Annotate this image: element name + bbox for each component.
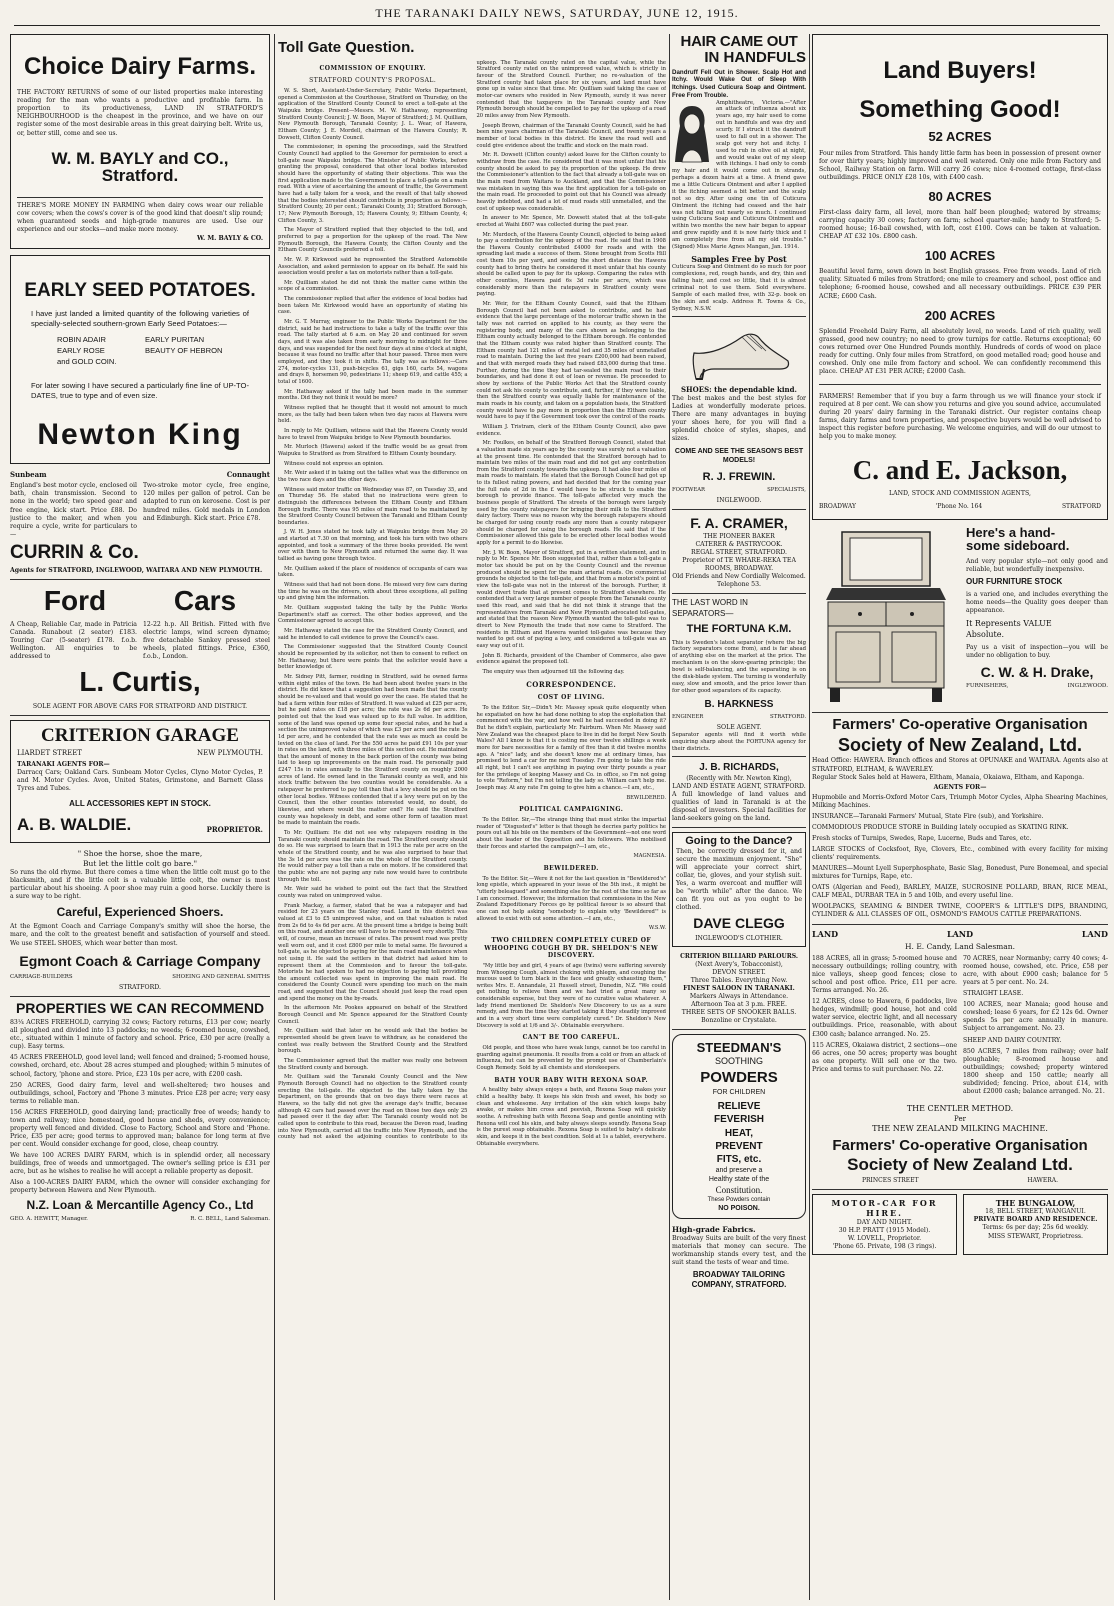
tollgate-paragraph: The Mayor of Stratford replied that they objected to the toll, and preferred to pay a proportion for the upkeep of the road. The New Plymouth Borough, the Hawera County, the Clifton County and the Eltham County Councils preferred a toll. <box>278 227 468 254</box>
coop-item: INSURANCE—Taranaki Farmers' Mutual, State Fire (sub), and Yorkshire. <box>812 812 1044 820</box>
coop2-title-1: Farmers' Co-operative Organisation <box>832 1137 1088 1155</box>
currin-agents: Agents for STRATFORD, INGLEWOOD, WAITARA AND NEW PLYMOUTH. <box>10 566 263 574</box>
woman-portrait-icon <box>672 102 712 164</box>
steedman-healthy: Healthy state of the <box>708 1176 770 1184</box>
shoe-body: So runs the old rhyme. But there comes a time when the little colt must go to the blacksmith, and if the little colt is a valuable little colt, the owner is most particular about his shoeing. A poor shoe may ruin a good horse. Luckily there is a sure way to be right. <box>10 868 270 900</box>
steedman-contain: These Powders contain <box>707 1196 771 1203</box>
centler-per: Per <box>954 1114 966 1123</box>
bungalow-title: THE BUNGALOW, <box>995 1197 1076 1208</box>
potatoes-intro: I have just landed a limited quantity of the following varieties of specially-selected southern-grown Early Seed Potatoes:— <box>31 308 249 328</box>
samples-heading: Samples Free by Post <box>691 253 787 264</box>
properties-title: PROPERTIES WE CAN RECOMMEND <box>15 1000 265 1017</box>
variety-1: ROBIN ADAIR <box>57 334 106 344</box>
billiard-tea: Afternoon Tea at 3 p.m. FREE. <box>691 1001 787 1009</box>
potatoes-later: For later sowing I have secured a particularly fine line of UP-TO-DATES, true to type and of even size. <box>31 380 249 400</box>
garage-accessories: ALL ACCESSORIES KEPT IN STOCK. <box>69 799 211 809</box>
property-4: 156 ACRES FREEHOLD, good dairying land; practically free of weeds; handy to town and railway; nice homestead, good house and sheds, every convenience; property well fenced and divided. Close to Factory, School and Store and 'Phone. Price, £35 per acre; good terms to approved man; balance for long term at five per cent. Would consider exchange for good, close, cheap country. <box>10 1108 270 1148</box>
steedman-soothing: SOOTHING <box>714 1056 763 1067</box>
pay-visit-text: Pay us a visit of inspection—you will be under no obligation to buy. <box>966 644 1108 660</box>
bewildered-letter: To the Editor. Sir,—Were it not for the last question in "Bewildered's" long epistle, which appeared in your issue of the 5th inst., it might be "utterly beleagued" and something else for the rest of the time so far as I am concerned. However, the information that commissions in the New Zealand Expeditionary Forces go by political favour is so absurd that one can not help asking "somebody to explain why 'Bewildered'" is allowed to exist with out some attention.—I am, etc., <box>476 875 666 922</box>
bewildered-sign: W.S.W. <box>648 925 666 932</box>
tollgate-paragraph: The Commissioner suggested that the Stratford County Council should be represented by its solicitor, not then to consent to reflect on Mr. Hathaway, but there were points that the solicitor would have a better knowledge of. <box>278 644 468 671</box>
sideboard-body: And very popular style—not only good and reliable, but wonderfully inexpensive. <box>966 558 1108 574</box>
property-5: We have 100 ACRES DAIRY FARM, which is in splendid order, all necessary buildings, free of weeds and unmortgaged. The owner's selling price is £31 per acre, but as he wishes to realise he will accept a reliable property as deposit. <box>10 1152 270 1176</box>
sideboard-icon <box>812 526 960 708</box>
cramer-proprietor: Proprietor of TE WHARE-REKA TEA ROOMS, BROADWAY. <box>682 556 796 572</box>
coop-title-1: Farmers' Co-operative Organisation <box>832 715 1088 733</box>
land-buyers-ad <box>812 34 1108 520</box>
shoes-come: COME AND SEE THE SEASON'S BEST MODELS! <box>674 448 804 465</box>
coop-stock-sales: Regular Stock Sales held at Hawera, Eltham, Manaia, Okaiawa, Eltham, and Kaponga. <box>812 773 1085 781</box>
tollgate-paragraph: Mr. Quilliam said that later on he would ask that the bodies be represented should be given leave to withdraw, as he considered the contest was really between the Stratford County and the Stratford borough. <box>278 1028 468 1055</box>
land-item: STRAIGHT LEASE. <box>963 990 1024 998</box>
frewin-footwear: FOOTWEAR <box>672 487 706 494</box>
candy-salesman: H. E. Candy, Land Salesman. <box>905 942 1015 952</box>
cuticura-ad <box>672 34 806 312</box>
motor-owner: W. LOVELL, Proprietor. <box>847 1235 922 1242</box>
steedmans-ad <box>672 1034 806 1218</box>
clegg-ad <box>672 832 806 947</box>
masthead: THE TARANAKI DAILY NEWS, SATURDAY, JUNE 12, 1915. <box>0 0 1114 28</box>
billiard-markers: Markers Always in Attendance. <box>689 992 789 1000</box>
garage-town: NEW PLYMOUTH. <box>197 748 263 757</box>
jackson-phone: 'Phone No. 164 <box>935 502 983 510</box>
steedman-no-poison: NO POISON. <box>718 1205 760 1213</box>
land-heading-2: LAND <box>946 928 974 939</box>
careful-text: Old people, and those who have weak lungs, cannot be too careful in guarding against pneumonia. It results from a cold or from an attack of influenza, but can be prevented by the prompt use of Chamberlain's Cough Remedy. Sold by all chemists and storekeepers. <box>476 1045 666 1072</box>
property-1: 83¼ ACRES FREEHOLD, carrying 32 cows; Factory returns, £13 per cow; nearly all ploughed and divided into 13 paddocks; no weeds; 6-roomed house, cowshed, etc., situated within 1 minute of factory and school. Price, £30 per acre (really a cup). Easy terms. <box>10 1019 270 1051</box>
political-letter: To the Editor. Sir,—The strange thing that must strike the impartial reader of "Disgusted's" letter is that though he decries party politics he pours out all his bile on the members of the Government—not one word about the leader of the Opposition and his followers. Who mobilised their forces and started the campaign?—I am, etc., <box>476 816 666 850</box>
bottom-ads <box>812 1194 1108 1255</box>
column-advertisements-middle <box>672 34 806 1600</box>
political-sign: MAGNESIA. <box>633 853 666 860</box>
frewin-name: R. J. FREWIN. <box>702 470 776 483</box>
curtis-sole-agent: SOLE AGENT FOR ABOVE CARS FOR STRATFORD AND DISTRICT. <box>32 702 248 710</box>
tollgate-paragraph: Mr. Quilliam asked if the place of residence of occupants of cars was taken. <box>278 565 468 579</box>
coop-item: WOOLPACKS, SEAMING & BINDER TWINE, COOPER'S & LITTLE'S DIPS, BRANDING, CYLINDER & ALL CLASSES OF OIL, OSMOND'S FAMOUS CATTLE PREPARATIONS. <box>812 903 1108 919</box>
dairy-firm-name: W. M. BAYLY and CO., Stratford. <box>51 148 229 186</box>
rhyme-line-1: " Shoe the horse, shoe the mare, <box>77 848 203 858</box>
tollgate-paragraph: The commissioner, in opening the proceedings, said the Stratford County Council had applied to the Governor for permission to erect a toll-gate near Waipuku bridge. The Minister of Public Works, before granting the proposal, considered that other local bodies interested should have the opportunity of stating their objections. This was the first application made to the Government to place a toll-gate on a main road. With a view of ascertaining the amount of traffic, the Government have had a tally taken for a week, and the result of that tally showed that the bodies interested should contribute in proportion as follows:—Stratford County, 20 per cent.; Taranaki County, 31; Stratford Borough, 17; New Plymouth Borough, 15; Hawera County, 9; Eltham County, 4; Clifton County, 3. <box>278 144 468 224</box>
bungalow-proprietress: MISS STEWART, Proprietress. <box>987 1232 1084 1240</box>
harkness-engineer: ENGINEER <box>672 713 704 720</box>
land-item: SHEEP AND DAIRY COUNTRY. <box>963 1036 1062 1044</box>
tollgate-subhead: COMMISSION OF ENQUIRY. <box>319 64 427 72</box>
coop-item: Fresh stocks of Turnips, Swedes, Rape, Lucerne, Buds and Tares, etc. <box>812 834 1032 842</box>
billiard-ad <box>672 953 806 1025</box>
tollgate-paragraph: Frank Mackay, a farmer, stated that he was a ratepayer and had resided for 23 years on the Stanley road. Land in this district was valued at £3 to £5 unimproved value, and on that valuation is rated from 2s 6d to 4s 6d per acre. At the present time a bridge is being built on this road, and another one will have to be renewed very shortly. This will, of course, mean an increase of rates. The present road was pretty well worn out, and it cost £800 per mile to metal same. He favoured a toll-gate, as he objected to paying for the main road maintenance when not using it. He said the settlers in that district had asked him to represent them at the Commission and to favour the toll-gate. Motorists he had spoken to had no objection to paying toll providing the amount collected was spent in improving the main road. He considered the County Council were spending too much on the main road, and suggested that the Council should just keep the road open and spend the money on the by-roads. <box>278 902 468 1002</box>
motor-phone: 'Phone 65. Private, 198 (3 rings). <box>832 1243 937 1251</box>
coop-item: MANURES—Mount Lyell Superphosphate, Basic Slag, Bonedust, Pure Bonemeal, and special mixtures for Turnips, Rape, etc. <box>812 865 1108 881</box>
rexona-heading: BATH YOUR BABY WITH REXONA SOAP. <box>494 1076 649 1084</box>
coop-agents: AGENTS FOR— <box>933 783 987 791</box>
tollgate-paragraph: Witness replied that he thought that it would not amount to much more, as the tally had been taken when two day races at Hawera were held. <box>278 404 468 425</box>
tollgate-paragraph: J. W. H. Jones stated he took tally at Waipuku bridge from May 20 and started at 7.30 on that morning, and took his turn with two others appointed, and took a summary of the three books provided. He went over with them to New Plymouth and returned the same day. It was tallied as having gone through twice. <box>278 529 468 563</box>
variety-4: BEAUTY OF HEBRON <box>145 345 223 355</box>
billiard-bonzoline: Bonzoline or Crystalate. <box>701 1017 777 1025</box>
property-3: 250 ACRES, Good dairy farm, level and well-sheltered; two houses and outbuildings, school, Factory and 'Phone 3 minutes. Price £28 per acre; very easy terms to reliable man. <box>10 1081 270 1105</box>
whooping-heading: TWO CHILDREN COMPLETELY CURED OF WHOOPING COUGH BY DR. SHELDON'S NEW DISCOVERY. <box>484 936 659 960</box>
column-advertisements-right <box>812 34 1108 1600</box>
sideboard-title-2: some sideboard. <box>966 538 1070 554</box>
acres-80-heading: 80 ACRES <box>928 188 992 204</box>
potatoes-title: EARLY SEED POTATOES. <box>24 279 256 301</box>
land-list-right <box>963 955 1108 1099</box>
steedman-heat: HEAT, <box>724 1127 754 1139</box>
cramer-name: F. A. CRAMER, <box>690 515 788 532</box>
richards-ad <box>672 761 806 823</box>
variety-5: and GOLD COIN. <box>57 356 117 366</box>
billiard-title: CRITERION BILLIARD PARLOURS. <box>680 952 798 960</box>
motor-cycles-ad <box>10 470 270 575</box>
acres-200-heading: 200 ACRES <box>924 307 996 323</box>
farmers-note: FARMERS! Remember that if you buy a farm through us we will finance your stock if required at 8 per cent. We can show you returns and give you sound advice, accumulated during 20 years' dairy farming in the Taranaki district. Our register contains cheap farms, dairy farms and town properties, and prospective buyers would be well advised to inspect this register before purchasing. We welcome enquiries, and will do our utmost to help you to make money. <box>819 393 1101 441</box>
cost-of-living-letter: To the Editor. Sir,—Didn't Mr. Massey speak quite eloquently when he expatiated on how he had done nothing to stop the exploitation that commenced with the war, and how well he had succeeded in doing it? But he didn't explain, particularly Mr. Fairburn. When Mr. Massey said New Zealand was the cheapest place to live in did he forget New South Wales? All I know is that it is costing me over twelve shillings a week more for bare necessities for a family of five than it did twelve months ago. A "nice" lady, and she doesn't know me at ordinary times, has promised to lend a car for me next Tuesday. I'm going to take the ride all right, but I can't see anything in paying over thirty pounds a year for the privilege of keeping Massey and Co. in office, so I'm not going to vote "Reform," but I'm not telling the lady so. William can't help me. Joseph may. At any rate I'm going to give him a chance.—I am, etc., <box>476 705 666 791</box>
rexona-text: A healthy baby always enjoys a bath, and Rexona Soap makes your child a healthy baby. It keeps his skin fresh and sweet, his body so clean and wholesome. Any irritation of the skin which keeps baby awake, or makes him cross and peevish, Rexona Soap will quickly soothe. A refreshing bath with Rexona Soap and gentle anointing with Rexona will cool his skin, and baby always sleeps soundly. Rexona Soap is the purest soap obtainable. Rexona Soap is suited to baby's delicate skin, and keeps it in the best condition. Sold at 1s a tablet, everywhere. Obtainable everywhere. <box>476 1087 666 1147</box>
fortuna-name: THE FORTUNA K.M. <box>686 623 792 636</box>
land-heading-1: LAND <box>812 928 839 939</box>
bungalow-private: PRIVATE BOARD AND RESIDENCE. <box>973 1216 1098 1224</box>
sunbeam-heading: Sunbeam <box>10 470 47 480</box>
waldie-name: A. B. WALDIE. <box>17 814 132 834</box>
column-news <box>278 34 666 1600</box>
steedman-fits: FITS, etc. <box>716 1154 762 1166</box>
tollgate-paragraph: Mr. Sidney Pitt, farmer, residing in Stratford, said he owned farms within eight miles of the town. He had been about twelve years in the district. He did know that a suggestion had been made that the county should be re-valued and that would go over the case. He stated that he had a farm within four miles of Stratford. It was valued at £25 per acre, but he paid rates on £18 per acre; the rate was 2s 6d per acre. He pointed out that the load was valued up to its full value. In addition, some of the land was opened up some four special rates, and he had a section the unimproved value of which was £3 per acre and the rate 3s 1d per acre, and he contended that the rate was as much as could be levied on the class of land. For the 550 acres he paid £91 10s per year in rates on the land, with three miles of this section out. He maintained that the amount of money in the back portion of the county was being laid to keep up improvements on the main road. He personally paid £247 15s in rates annually to the Stratford county on roughly 2000 acres of land. He owned land in the Taranaki county as well, and his stock traffic between the two counties would be considerable. As a ratepayer he preferred to pay toll than that a levy should be put on the other local bodies. Witness contended that if a levy were put on by the Council, then the other counties interested would, no doubt, do likewise, and where would the matter end? He said the Stratford county was hopelessly in debt, and some other form of taxation must be made to maintain the roads. <box>278 673 468 827</box>
tollgate-paragraph: The Commissioner agreed that the matter was really one between the Stratford county and borough. <box>278 1058 468 1071</box>
land-heading-3: LAND <box>1081 928 1108 939</box>
land-list-left <box>812 955 957 1099</box>
clegg-sub: INGLEWOOD'S CLOTHIER. <box>695 934 783 942</box>
land-item: 115 ACRES, Okaiawa district, 2 sections—one 66 acres, one 50 acres; property was bought as one property. Will sell one or the two. Price and terms to suit purchaser. No. 22. <box>812 1041 957 1073</box>
political-heading: POLITICAL CAMPAIGNING. <box>519 806 624 814</box>
potato-varieties <box>17 329 263 373</box>
column-advertisements-left <box>10 34 270 1600</box>
tollgate-paragraph: Mr. Hathaway asked if the tally had been made in the summer months. Did they not think it would be more? <box>278 388 468 402</box>
tollgate-paragraph: Joseph Brown, chairman of the Taranaki County Council, said he had been nine years chairman of the Taranaki Council, and twenty years a member of local bodies in this district. He knew the road well and could give evidence about the traffic and stock on the main road. <box>476 122 666 149</box>
correspondence-heading: CORRESPONDENCE. <box>526 679 617 689</box>
dairy-farms-title: Choice Dairy Farms. <box>23 53 257 80</box>
garage-title: CRITERION GARAGE <box>41 724 239 746</box>
egmont-smiths: SHOEING AND GENERAL SMITHS <box>172 974 270 981</box>
fortuna-last-word: THE LAST WORD IN <box>672 597 748 607</box>
coop2-town: HAWERA. <box>1027 1176 1058 1184</box>
richards-body: A full knowledge of land values and qualities of land in Taranaki is at the disposal of investors. Special facilities for land-seekers going on the land. <box>672 790 806 822</box>
dance-title: Going to the Dance? <box>685 835 793 847</box>
steedman-children: FOR CHILDREN <box>712 1089 766 1097</box>
criterion-garage-ad <box>10 720 270 843</box>
shoes-body: The best makes and the best styles for Ladies at wonderfully moderate prices. There are many advantages in buying your shoes here, for you will find a splendid choice of styles, shapes, and sizes. <box>672 394 806 442</box>
fabrics-title: High-grade Fabrics. <box>672 1224 756 1234</box>
fortuna-body: This is Sweden's latest separator (where the big factory separators come from), and is far ahead of anything else on the market at the price. The mechanism is on the skew-gearing principle; the bowl is self-balancing, and the separating is on the disk-blade system. The turning is wonderfully easy, slow and smooth, and the price lower than for other good separators of its capacity. <box>672 639 806 694</box>
tollgate-headline: Toll Gate Question. <box>278 39 415 56</box>
ford-right-text: 12-22 h.p. All British. Fitted with five electric lamps, wind screen dynamo; five detachable Sankey pressed steel wheels, plated fittings. Price, £360, f.o.b., London. <box>143 621 270 661</box>
billiard-sub-1: (Next Avery's, Tobacconist), <box>695 960 783 968</box>
billiard-sub-2: DEVON STREET. <box>712 968 766 976</box>
dairy-farms-ad <box>10 34 270 249</box>
motor-hire-title: MOTOR-CAR FOR HIRE. <box>831 1197 938 1219</box>
acres-200-text: Splendid Freehold Dairy Farm, all absolutely level, no weeds. Land of rich quality, well grassed, good new country; no need to grow turnips for cattle. Returns exceptional; 60 cows returned over One Hundred Pounds monthly. Hundreds of cords of wood on place ready for cutting. Only four miles from Stratford, on good metalled road; good house and cowshed. Only one mile from factory and school. We can confidently recommend this place. CHEAP AT £31 PER ACRE; £2000 Cash. <box>819 327 1101 376</box>
egmont-town: STRATFORD. <box>118 984 161 992</box>
tollgate-subhead-2: STRATFORD COUNTY'S PROPOSAL. <box>309 77 437 85</box>
coop-title-2: Society of New Zealand, Ltd. <box>837 734 1083 755</box>
garage-street: LIARDET STREET <box>17 748 82 757</box>
sideboard-title-1: Here's a hand- <box>966 524 1056 540</box>
land-list-ad <box>812 929 1108 1185</box>
garage-agents-heading: TARANAKI AGENTS FOR— <box>17 761 110 769</box>
cramer-address: REGAL STREET, STRATFORD. <box>691 548 787 556</box>
dairy-footer-text: THERE'S MORE MONEY IN FARMING when dairy cows wear our reliable cow covers; when the cows's cover is of the good kind that doesn't slip round; when guaranteed seeds and high-grade manures are used. Use our experience and our stocks—and make more money. <box>17 202 263 234</box>
billiard-snooker: THREE SETS OF SNOOKER BALLS. <box>681 1009 797 1017</box>
property-2: 45 ACRES FREEHOLD, good level land; well fenced and drained; 5-roomed house, cowshed, orchard, etc. About 28 acres stumped and ploughed; within 5 minutes of school, factory, 'phone and store. Price, £23 10s per acre, with £200 cash. <box>10 1054 270 1078</box>
variety-3: EARLY ROSE <box>57 345 105 355</box>
tollgate-paragraph: In reply to Mr. Quilliam, witness said that the Hawera County would have to travel from Waipuku bridge to New Plymouth boundaries. <box>278 427 468 441</box>
acres-100-text: Beautiful level farm, sown down in best English grasses. Free from weeds. Land of rich quality. Situated 6 miles from Stratford; one mile to creamery and school, post office and telephone; 6-roomed house, cowshed and all necessary outbuildings. PRICE £39 PER ACRE; £600 Cash. <box>819 268 1101 300</box>
cramer-friends: Old Friends and New Cordially Welcomed. <box>672 572 806 580</box>
tollgate-paragraph: In the afternoon Mr. Pookes appeared on behalf of the Stratford Borough Council and Mr. Spence appeared for the Stratford County Council. <box>278 1005 468 1025</box>
motor-day: DAY AND NIGHT. <box>856 1218 913 1226</box>
hair-body: Amphitheatre, Victoria.—"After an attack of influenza about six years ago, my hair used to come out in handfuls and was dry and scurfy. If I struck it the dandruff used to fall out in a shower. The scalp got very hot and itchy. I used to rub in olive oil at night, and would wake out of my sleep with itchings. I had only to comb my hair and it would come out in strands, perhaps a dozen hairs at a time. A friend gave me a little Cuticura Ointment and after I applied it the itching seemed a bit better and the scalp not so dry. After using one tin of Cuticura Ointment the itching had ceased and the hair was not falling out nearly so much. I continued using Cuticura Soap and Cuticura Ointment and within two months the new hair began to appear and grew rapidly and it is now fairly thick and I am completely free from all my old trouble." (Signed) Miss Marie Agnes Mangan, Jan. 1914. <box>672 99 806 250</box>
rhyme-line-2: But let the little colt go bare." <box>82 858 198 868</box>
steedman-title: STEEDMAN'S <box>696 1040 782 1056</box>
seed-potatoes-ad <box>10 255 270 465</box>
tollgate-paragraph: Mr. Quilliam suggested taking the tally by the Public Works Department's staff as correct. The other bodies approved, and the Commissioner agreed to accept this. <box>278 605 468 625</box>
frewin-specialists: SPECIALISTS, <box>767 487 806 494</box>
curtis-name: L. Curtis, <box>79 666 201 698</box>
acres-52-text: Four miles from Stratford. This handy little farm has been in possession of present owner for over thirty years; highly improved and well watered. Only one mile from Factory and School, Railway Station on farm. Will carry 26 cows; nice 4-roomed cottage, first-class outbuildings. PRICE ONLY £28 10s, with £400 cash. <box>819 149 1101 181</box>
acres-52-heading: 52 ACRES <box>928 129 992 145</box>
bungalow-address: 18, BELL STREET, WANGANUI. <box>985 1208 1086 1216</box>
motor-hp: 30 H.P. PRATT (1915 Model). <box>838 1226 931 1234</box>
tollgate-paragraph: Mr. W. P. Kirkwood said he represented the Stratford Automobile Association, and asked permission to appear on its behalf. He said his association would prefer a tax on motorists rather than a toll-gate. <box>278 256 468 277</box>
billiard-tables: Three Tables. Everything New. <box>690 976 788 984</box>
tollgate-paragraph: Mr. G. T. Murray, engineer to the Public Works Department for the district, said he had instructions to take a tally of the traffic over this road. The tally started at 6 a.m. on May 20 and continued for seven days, and it was also taken from early morning to midnight for three days, and was suspended for the next four days at nine o'clock at night, because it was found no traffic after that hour passed. Three men were employed, and they took it in shifts. The tally was as follows:—Cars 274, motor-cycles 131, push-bicycles 61, gigs 160, carts 54, wagons and drays 8, horsemen 90, pedestrians 11; sheep 619, and cattle 455; a total of 1600. <box>278 319 468 385</box>
connaught-heading: Connaught <box>226 470 270 480</box>
steedman-preserve: and preserve a <box>715 1167 763 1175</box>
cost-of-living-sign: BEWILDERED. <box>626 794 666 801</box>
tollgate-paragraph: The commissioner replied that after the evidence of local bodies had been taken Mr. Kirkwood would have an opportunity of stating his case. <box>278 296 468 316</box>
hair-title-2: IN HANDFULS <box>704 48 806 66</box>
currin-name: CURRIN & Co. <box>10 541 139 563</box>
variety-2: EARLY PURITAN <box>145 334 205 344</box>
clegg-name: DAVE CLEGG <box>693 915 785 932</box>
hair-subtitle: Dandruff Fell Out in Shower. Scalp Hot and Itchy. Would Wake Out of Sleep With Itchings. Used Cuticura Soap and Ointment. Free From Trouble. <box>672 68 806 99</box>
something-good-title: Something Good! <box>859 96 1061 124</box>
acres-80-text: First-class dairy farm, all level, more than half been ploughed; watered by streams; carrying capacity 30 cows; factory on farm; school quarter-mile; handy to Stratford; 5-roomed house; 16-bail cowshed, with loft, cost £100. Cows can be taken at valuation. CHEAP AT £32 10s. £800 cash. <box>819 208 1101 241</box>
tollgate-paragraph: In answer to Mr. Spence, Mr. Dowsett stated that at the toll-gate erected at Waihi £607 was collected during the past year. <box>476 215 666 228</box>
tollgate-paragraph: To Mr. Quilliam: He did not see why ratepayers residing in the Taranaki county should maintain the road. The Stratford county should do so. He was surprised to learn that in 1913 the rate per acre on the whole of the Stratford county, and he was also surprised to hear that the 3s 1d per acre was the rate on the whole of the Stratford county. He would rather pay a toll than a rate on motors. If he considered that the public who are not paying any rate now would have to contribute through the toll. <box>278 830 468 883</box>
drake-name: C. W. & H. Drake, <box>980 664 1094 681</box>
harkness-town: STRATFORD. <box>770 713 806 720</box>
harkness-sole-agent: SOLE AGENT. <box>716 723 762 731</box>
coop-item: LARGE STOCKS of Cocksfoot, Rye, Clovers, Etc., combined with every facility for mixing clients' requirements. <box>812 846 1108 862</box>
shoers-text: At the Egmont Coach and Carriage Company's smithy will shoe the horse, the mare, and the colt to the greatest benefit and satisfaction of yourself and steed. We use STEEL SHOES, which wear better than most. <box>10 923 270 947</box>
whooping-text: "My little boy and girl, 4 years of age (twins) were suffering severely from Whooping Cough, almost choking with phlegm, and coughing the mucous used to turn black in the face and greatly exhausting them," writes Mrs. E. Annandale, 21 Russell street, Dunedin, N.Z. "We could get nothing to relieve them and we had tried a great many so considerable expense, but they were of no curative value whatever. A lady friend mentioned Dr. Sheldon's New Discovery to us as a sure remedy, and from the time they started taking it they steadily improved and in a very short time were completely cured." Dr. Sheldon's New Discovery is sold at 1/6 and 3/-. Obtainable everywhere. <box>476 962 666 1029</box>
tollgate-paragraph: Mr. Foulkes, on behalf of the Stratford Borough Council, stated that a valuation made six years ago by the county was surely not a valuation at the present time. He contended that the Stratford borough had to maintain two miles of the main road and did not get any contribution from the Stratford county towards the upkeep. It had also four miles of main roads to maintain. He stated that the Borough Council had got up to its fullest rating powers, and had decided that for the coming year the full rate of 2d in the £ would have to be struck to enable the borough to provide finance. The toll-gate affected very much the business people of Stratford. The streets of the borough were largely used by the county ratepayers for bringing their milk to the Stratford dairy factory. There was no reason why the borough ratepayers should be charged for using county roads any more than a county ratepayer should be charged for using the borough roads. He said that if the Commissioner allowed this gate to be erected other local bodies would apply for a permit to do likewise. <box>476 440 666 547</box>
tollgate-paragraph: Mr. Quilliam stated he did not think the matter came within the scope of a commission. <box>278 279 468 293</box>
cramer-ad <box>672 514 806 589</box>
property-6: Also a 100-ACRES DAIRY FARM, which the owner will consider exchanging for property between Hawera and New Plymouth. <box>10 1179 270 1195</box>
tollgate-paragraph: William J. Tristram, clerk of the Eltham County Council, also gave evidence. <box>476 423 666 437</box>
nz-loan-name: N.Z. Loan & Mercantille Agency Co., Ltd <box>26 1198 254 1213</box>
egmont-carriage: CARRIAGE-BUILDERS <box>10 974 73 981</box>
tollgate-paragraph: Mr. Weir asked if in taking out the tallies what was the difference on the two race days and the other days. <box>278 470 468 483</box>
dairy-signature: W. M. BAYLY & CO. <box>197 234 263 242</box>
nz-loan-manager: GEO. A. HEWITT, Manager. <box>10 1215 88 1222</box>
coop-item: OATS (Algerian and Feed), BARLEY, MAIZE, SUCROSINE POLLARD, BRAN, RICE MEAL, CALF MEAL, DURBAR TEA in 5 and 10lb, and every useful line. <box>812 884 1108 900</box>
tollgate-article <box>278 60 666 1148</box>
connaught-text: Two-stroke motor cycle, free engine, 120 miles per gallon of petrol. Can be adapted to run on kerosene. Cost is per hundred miles. Gold medals in London and Edinburgh. Kick start. Price £78. <box>143 482 270 522</box>
fortuna-separators: SEPARATORS— <box>672 608 734 618</box>
cars-word: Cars <box>173 584 237 616</box>
careful-heading: CAN'T BE TOO CAREFUL. <box>522 1034 620 1042</box>
tollgate-paragraph: Mr. Murdoch, of the Hawera County Council, objected to being asked to pay a contribution for the upkeep of the road. He said that in 1908 the Hawera County contributed £4000 for roads and with the spreading last made a success of them. Stone brought from Scotts Hill cost them 10s per yard, and seeing the short distance the Hawera county had to bring theirs he considered it most unfair that his county should be called upon to pay for its upkeep. Comparing the rates with other counties, Hawera paid 6s 3d rate per acre, which was considerably more than the ratepayers in Stratford county were paying. <box>476 231 666 298</box>
billiard-finest: FINEST SALOON IN TARANAKI. <box>683 984 795 992</box>
tollgate-paragraph: Mr. Murloch (Hawera) asked if the traffic would be as great from Waipuku to Stratford as from Stratford to Eltham County boundary. <box>278 444 468 457</box>
acres-100-heading: 100 ACRES <box>924 248 996 264</box>
garage-body: Darracq Cars; Oakland Cars. Sunbeam Motor Cycles, Clyno Motor Cycles, P. and M. Motor Cycles. Avon, United States, Grimstone, and Barnett Glass Tyres and Tubes. <box>17 769 263 793</box>
furniture-stock-text: is a varied one, and includes everything the home needs—the Quality goes deeper than appearance. <box>966 590 1108 614</box>
steedman-powders: POWDERS <box>700 1069 778 1087</box>
motor-hire-ad <box>812 1194 957 1255</box>
land-item: 850 ACRES, 7 miles from railway; over half ploughable; 8-roomed house and outbuildings; cowshed; property wintered 1800 sheep and 150 cattle; nearly all subdivided; fencing. Price, about £14, with about £2000 cash; balance arranged. No. 21. <box>963 1047 1108 1095</box>
coop-items-list <box>812 794 1108 920</box>
egmont-name: Egmont Coach & Carriage Company <box>19 952 261 969</box>
fortuna-footer: Separator agents will find it worth while enquiring sharp about the FORTUNA agency for their districts. <box>672 731 806 752</box>
farmers-coop-ad <box>812 717 1108 920</box>
sunbeam-text: England's best motor cycle, enclosed oil bath, chain transmission. Second to none in the world; two speed gear and free engine, kick start. Price £88. Do justice to the maker, and when you require a cycle, write for particulars to— <box>10 482 137 538</box>
cramer-telephone: Telephone 53. <box>716 580 762 588</box>
properties-ad <box>10 1001 270 1223</box>
centler-method: THE CENTLER METHOD. <box>906 1103 1014 1113</box>
coop-head-office: Head Office: HAWERA. Branch offices and Stores at OPUNAKE and WAITARA. Agents also at STRATFORD, ELTHAM, & WAVERLEY. <box>812 757 1108 773</box>
land-item: 12 ACRES, close to Hawera, 6 paddocks, live hedges, windmill; good house, hot and cold water service, electric light, and all necessary outbuildings. Price, reasonable, with about £300 cash; balance arranged. No. 25. <box>812 998 957 1038</box>
tollgate-paragraph: Mr. Quilliam said the Taranaki County Council and the New Plymouth Borough Council had no objection to the Stratford county erecting the toll-gate. He objected to the tally taken by the Department, on the grounds that on two days there were races at Hawera, so the tally did not give the average day's traffic, because although 42 cars had passed over the road on those two days only 25 had passed over it the day after. The Taranaki county would not be called upon to contribute to this road, because the Devon road, leading into New Plymouth, carried all the traffic into New Plymouth, and the county had not asked the adjoining counties to contribute to its upkeep. The Taranaki county rated on the capital value, while the Stratford county rated on the unimproved value, which is strictly in favour of the Stratford Council. Further, no re-valuation of the Stratford county had taken place for six years, and land must have gone up in value since that time. Mr. Quilliam said taking the case of motor-car owners who resided in New Plymouth, surely it was never contended that the taxpayers in the Taranaki county and New Plymouth borough should be compelled to pay for the upkeep of a road 20 miles away from New Plymouth. <box>278 59 666 1141</box>
shoers-title: Careful, Experienced Shoers. <box>56 904 224 919</box>
steedman-relieve: RELIEVE <box>717 1101 761 1113</box>
tollgate-paragraph: Mr. R. Dowsett (Clifton county) asked leave for the Clifton county to withdraw from the case. He considered that it was most unfair that his county should be asked to pay its proportion of the upkeep. He drew the Commissioner's attention to the fact that already a toll-gate was on the main road from Waitara to Auckland, and that the Commissioner was mistaken in saying this was the first application for a toll-gate on the main road. He proceeded to point out that his Council was already heavily indebted, and had a lot of mud roads still unmetalled, and the cost of upkeep was considerable. <box>476 152 666 212</box>
richards-sub-1: (Recently with Mr. Newton King), <box>686 774 792 782</box>
waldie-proprietor: PROPRIETOR. <box>206 824 263 834</box>
shoeing-ad <box>10 849 270 993</box>
land-item: 100 ACRES, near Manaia; good house and cowshed; lease 6 years, for £2 12s 6d. Owner spends 5s per acre annually in manure. Subject to arrangement. No. 23. <box>963 1001 1108 1033</box>
bungalow-terms: Terms: 6s per day; 25s 6d weekly. <box>982 1224 1089 1232</box>
sideboard-ad <box>812 526 1108 708</box>
jackson-sub: LAND, STOCK AND COMMISSION AGENTS, <box>889 489 1031 497</box>
tollgate-paragraph: Witness said motor traffic on Wednesday was 87, on Tuesday 35, and on Thursday 56. He stated that no instructions were given to distinguish the differences between the Eltham County and Eltham Borough traffic. There was 95 miles of main road to be maintained by the Stratford County Council between the Taranaki and Eltham County boundaries. <box>278 486 468 526</box>
land-item: 70 ACRES, near Normanby; carry 40 cows; 4-roomed house, cowshed, etc. Price, £58 per acre, with about £900 cash; balance for 5 years at 5 per cent. No. 24. <box>963 954 1108 987</box>
tollgate-paragraph: John B. Richards, president of the Chamber of Commerce, also gave evidence against the proposed toll. <box>476 652 666 666</box>
fortuna-ad <box>672 598 806 752</box>
fabrics-body: Broadway Suits are built of the very finest materials that money can secure. The workmanship stands every test, and the suit stand the tests of wear and time. <box>672 1234 806 1266</box>
coop2-street: PRINCES STREET <box>862 1176 919 1184</box>
coop2-title-2: Society of New Zealand Ltd. <box>847 1155 1073 1175</box>
furniture-stock-heading: OUR FURNITURE STOCK <box>966 577 1063 587</box>
nz-loan-salesman: R. C. BELL, Land Salesman. <box>190 1215 270 1222</box>
coop-item: COMMODIOUS PRODUCE STORE in Building lately occupied as SKATING RINK. <box>812 823 1069 831</box>
steedman-prevent: PREVENT <box>715 1140 763 1152</box>
drake-furnishers: FURNISHERS, <box>966 682 1009 689</box>
shoe-icon <box>684 321 794 381</box>
ford-left-text: A Cheap, Reliable Car, made in Patricia Canada. Runabout (2 seater) £183. Touring Car (5-seater) £178. f.o.b. Wellington. All enquiries to be addressed to <box>10 621 137 661</box>
steedman-feverish: FEVERISH <box>713 1114 764 1126</box>
value-line: It Represents VALUE <box>966 618 1052 628</box>
tollgate-paragraph: Witness said that had not been done. He missed very few cars during the time he was on the drivers, with about three exceptions, all pulling up and giving him the information. <box>278 582 468 602</box>
absolute-line: Absolute. <box>966 629 1005 639</box>
land-buyers-title: Land Buyers! <box>883 57 1037 84</box>
steedman-constitution: Constitution. <box>715 1184 763 1195</box>
tollgate-paragraph: W. S. Short, Assistant-Under-Secretary, Public Works Department, opened a Commission at the Courthouse, Stratford on Thursday, on the application of the Stratford County Council to erect a toll-gate at the Waipuku bridge. Present—Messrs. M. W. Hathaway, representing Stratford County Council; J. W. Boon, Mayor of Stratford; J. M. Quilliam, New Plymouth Borough, Taranaki County; J. L. Wear, of Hawera, Eltham County; J. E. Mordell, chairman of the Hawera County; R. Dowsett, Clifton County Council. <box>278 88 468 141</box>
tollgate-paragraph: Mr. Hathaway stated the case for the Stratford County Council, and said he intended to call evidence to prove the Council's case. <box>278 628 468 641</box>
broadway-tailoring-name: BROADWAY TAILORING COMPANY, STRATFORD. <box>691 1269 787 1290</box>
drake-town: INGLEWOOD. <box>1067 682 1108 689</box>
coop-item: Hupmobile and Morris-Oxford Motor Cars, Triumph Motor Cycles, Alpha Shearing Machines, Milking Machines. <box>812 793 1108 809</box>
fabrics-ad <box>672 1225 806 1291</box>
cramer-line-2: CATERER & PASTRYCOOK. <box>695 540 783 548</box>
richards-name: J. B. RICHARDS, <box>699 762 779 774</box>
frewin-shoes-ad <box>672 321 806 505</box>
frewin-town: INGLEWOOD. <box>716 497 762 504</box>
newton-king-name: Newton King <box>37 417 243 451</box>
bewildered-heading: BEWILDERED. <box>543 864 599 872</box>
tollgate-paragraph: Mr. Weir, for the Eltham County Council, said that the Eltham Borough Council had not been asked to contribute, and he had evidence that the large percentage of the motorcar traffic shown in the tally was not carried on applied to his county, as they were the registering body, and many of the cars shown as belonging to the Eltham county actually belonged to the Eltham borough. He contended that the Eltham county was rated higher than Stratford county. The Eltham county had 121 miles of metal led and 35 miles of unmetalled road to maintain. During the last five years £200,000 had been raised, and that with merged roads they had raised £83,000 during that time. Further, during the time they had tar-sealed the main road to their boundaries, and had done it out of loan or revenue. He proceeded to show by sections of the Public Works Act that the Stratford county could not ask his county to contribute, and, further, if they were liable, then the Stratford county was equally liable for maintenance of the main roads in his county, and taken on a population basis, the Stratford county would have to pay more in proportion than the Eltham county would have to pay if the Government took over the control of the roads. <box>476 301 666 421</box>
jackson-town: STRATFORD <box>1061 502 1101 510</box>
ford-word: Ford <box>43 584 107 616</box>
tollgate-paragraph: Mr. Weir said he wished to point out the fact that the Stratford county was rated on unimproved value. <box>278 886 468 899</box>
samples-text: Cuticura Soap and Ointment do so much for poor complexions, red, rough hands, and dry, thin and falling hair, and cost so little, that it is almost criminal not to use them. Sold everywhere. Sample of each mailed free, with 32-p. book on the skin and scalp. Address R. Towns & Co., Sydney, N.S.W. <box>672 264 806 312</box>
harkness-name: B. HARKNESS <box>704 698 774 710</box>
hair-title-1: HAIR CAME OUT <box>680 34 798 50</box>
shoes-caption: SHOES: the dependable kind. <box>681 385 797 395</box>
jackson-broadway: BROADWAY <box>819 502 856 510</box>
milking-machine: THE NEW ZEALAND MILKING MACHINE. <box>872 1123 1048 1133</box>
dairy-farms-body: THE FACTORY RETURNS of some of our listed properties make interesting reading for the man who wants a productive and profitable farm. In proportion to its productiveness, LAND IN STRATFORD'S NEIGHBOURHOOD is the cheapest in the province, and we have on our register some of the most desirable areas in this great dairying belt. Write us, or, better still, come and see us. <box>17 89 263 137</box>
tollgate-paragraph: Mr. J. W. Boon, Mayor of Stratford, put in a written statement, and in reply to Mr. Spence Mr. Boon suggested that, rather than a toll-gate a motor tax should be put on by the County Council and the revenue produced should be spent for the main arterial roads. On commercial grounds he objected to the toll-gate, and that from a motorist's point of view the toll-gate was not in the interest of the borough. Further, it would divert trade that at present comes to Stratford elsewhere. He contended that a very large number of people from the Taranaki county used this road, and said that he did not think it strange that the representatives from Taranaki and New Plymouth advocated toll-gates, and stated that the reason New Plymouth wanted the toll-gate was to divert to New Plymouth the trade that now came to Stratford. The residents in Eltham and Hawera wanted toll-gates was because they wanted to get out of paying a levy, and considered a toll-gate was an easy way out of it. <box>476 549 666 649</box>
cost-of-living-heading: COST OF LIVING. <box>537 694 605 702</box>
dance-body: Then, be correctly dressed for it, and secure the maximum enjoyment. "She" will appreciate your correct shirt, collar, tie, gloves, and your stylish suit. Yes, a warm overcoat and muffler will be "worth while" after the dance. We can fit you out as you ought to be clothed. <box>676 847 802 911</box>
tollgate-paragraph: Witness could not express an opinion. <box>284 460 384 467</box>
land-item: 188 ACRES, all in grass; 5-roomed house and necessary outbuildings; rolling country, with nice valleys, sheep good fences; close to school and post office. Price, £11 per acre. Terms arranged. No. 26. <box>812 954 957 995</box>
cramer-line-1: THE PIONEER BAKER <box>703 532 775 540</box>
tollgate-paragraph: The enquiry was then adjourned till the following day. <box>482 668 625 675</box>
jackson-name: C. and E. Jackson, <box>852 454 1068 485</box>
ford-cars-ad <box>10 586 270 711</box>
richards-sub-2: LAND AND ESTATE AGENT, STRATFORD. <box>672 782 806 790</box>
bungalow-ad <box>963 1194 1108 1255</box>
